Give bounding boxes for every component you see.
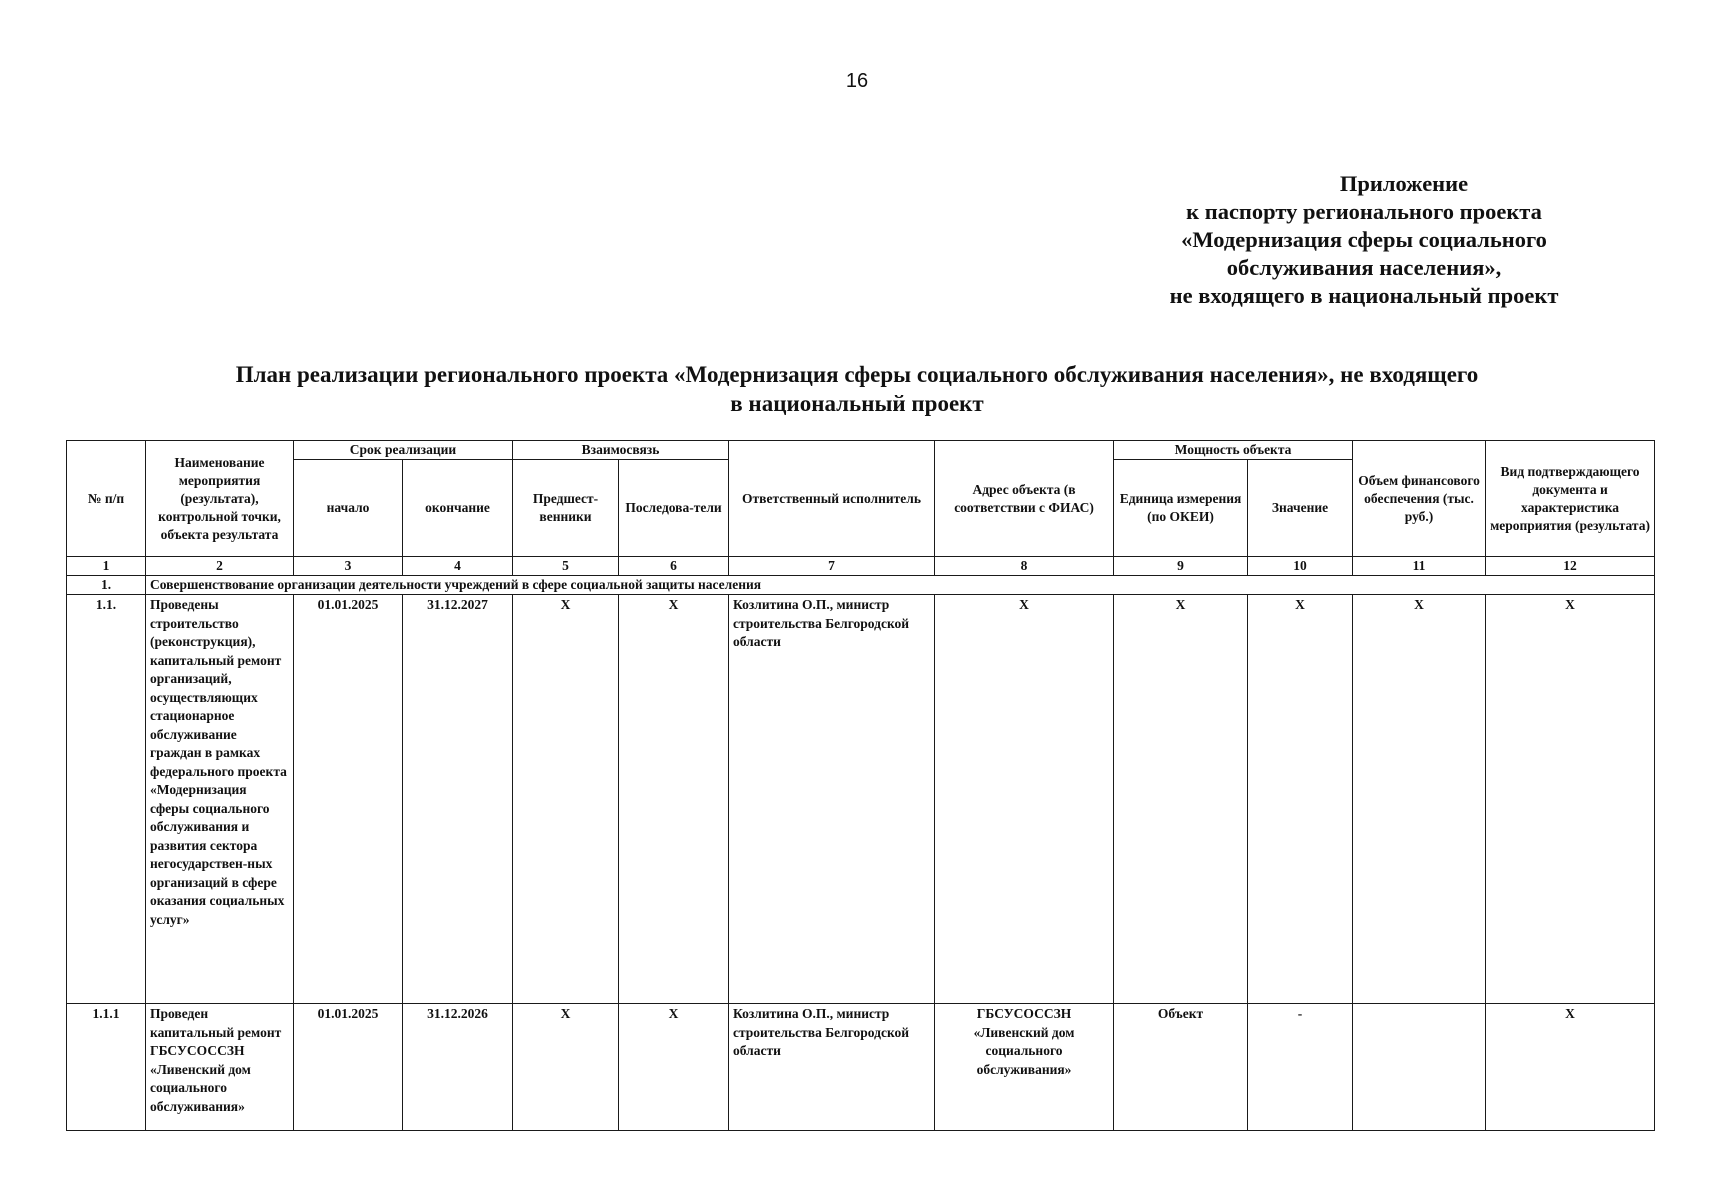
column-number: 12 (1486, 557, 1655, 576)
header-link: Взаимосвязь (513, 441, 729, 460)
header-name: Наименование мероприятия (результата), контрольной точки, объекта результата (146, 441, 294, 557)
appendix-note (1084, 170, 1644, 310)
header-cap-unit: Единица измерения (по ОКЕИ) (1114, 460, 1248, 557)
row-next: X (619, 595, 729, 1004)
header-row (67, 441, 1655, 460)
header-doc-type: Вид подтверждающего документа и характеристика мероприятия (результата) (1486, 441, 1655, 557)
row-prev: X (513, 1004, 619, 1131)
row-start: 01.01.2025 (294, 1004, 403, 1131)
row-num: 1.1. (67, 595, 146, 1004)
row-next: X (619, 1004, 729, 1131)
header-link-prev: Предшест-венники (513, 460, 619, 557)
row-name: Проведены строительство (реконструкция), капитальный ремонт организаций, осуществляющих стационарное обслуживание граждан в рамках федерального проекта «Модернизация сферы социального обслуживания и развития сектора негосударствен-ных организаций в сфере оказания социальных услуг» (146, 595, 294, 1004)
header-term-start: начало (294, 460, 403, 557)
page-number: 16 (845, 70, 869, 92)
column-number: 3 (294, 557, 403, 576)
row-start: 01.01.2025 (294, 595, 403, 1004)
row-finance (1353, 1004, 1486, 1131)
section-row (67, 576, 1655, 595)
appendix-line: обслуживания населения», (1226, 255, 1502, 280)
header-cap-value: Значение (1248, 460, 1353, 557)
row-end: 31.12.2026 (403, 1004, 513, 1131)
appendix-line: «Модернизация сферы социального (1181, 227, 1547, 252)
column-number: 8 (935, 557, 1114, 576)
plan-table (66, 440, 1655, 1131)
appendix-line: к паспорту регионального проекта (1186, 199, 1542, 224)
header-responsible: Ответственный исполнитель (729, 441, 935, 557)
header-capacity: Мощность объекта (1114, 441, 1353, 460)
row-address: X (935, 595, 1114, 1004)
document-title-line: План реализации регионального проекта «Модернизация сферы социального обслуживания населения», не входящего (235, 362, 1479, 387)
row-address: ГБСУСОССЗН «Ливенский дом социального обслуживания» (935, 1004, 1114, 1131)
column-number-row (67, 557, 1655, 576)
row-num: 1.1.1 (67, 1004, 146, 1131)
column-number: 6 (619, 557, 729, 576)
table-row (67, 595, 1655, 1004)
column-number: 9 (1114, 557, 1248, 576)
row-unit: X (1114, 595, 1248, 1004)
document-title (150, 360, 1564, 418)
column-number: 2 (146, 557, 294, 576)
row-value: X (1248, 595, 1353, 1004)
row-doc: X (1486, 595, 1655, 1004)
header-term: Срок реализации (294, 441, 513, 460)
row-unit: Объект (1114, 1004, 1248, 1131)
section-num: 1. (67, 576, 146, 595)
section-title: Совершенствование организации деятельности учреждений в сфере социальной защиты населения (146, 576, 1655, 595)
column-number: 4 (403, 557, 513, 576)
header-num: № п/п (67, 441, 146, 557)
row-finance: X (1353, 595, 1486, 1004)
header-finance: Объем финансового обеспечения (тыс. руб.) (1353, 441, 1486, 557)
row-prev: X (513, 595, 619, 1004)
column-number: 1 (67, 557, 146, 576)
header-link-next: Последова-тели (619, 460, 729, 557)
row-end: 31.12.2027 (403, 595, 513, 1004)
column-number: 11 (1353, 557, 1486, 576)
row-responsible: Козлитина О.П., министр строительства Белгородской области (729, 1004, 935, 1131)
row-responsible: Козлитина О.П., министр строительства Белгородской области (729, 595, 935, 1004)
row-doc: X (1486, 1004, 1655, 1131)
appendix-line: Приложение (1339, 171, 1469, 196)
column-number: 7 (729, 557, 935, 576)
header-term-end: окончание (403, 460, 513, 557)
header-address: Адрес объекта (в соответствии с ФИАС) (935, 441, 1114, 557)
column-number: 10 (1248, 557, 1353, 576)
row-value: - (1248, 1004, 1353, 1131)
table-row (67, 1004, 1655, 1131)
row-name: Проведен капитальный ремонт ГБСУСОССЗН «Ливенский дом социального обслуживания» (146, 1004, 294, 1131)
column-number: 5 (513, 557, 619, 576)
document-title-line: в национальный проект (730, 391, 984, 416)
appendix-line: не входящего в национальный проект (1169, 283, 1559, 308)
